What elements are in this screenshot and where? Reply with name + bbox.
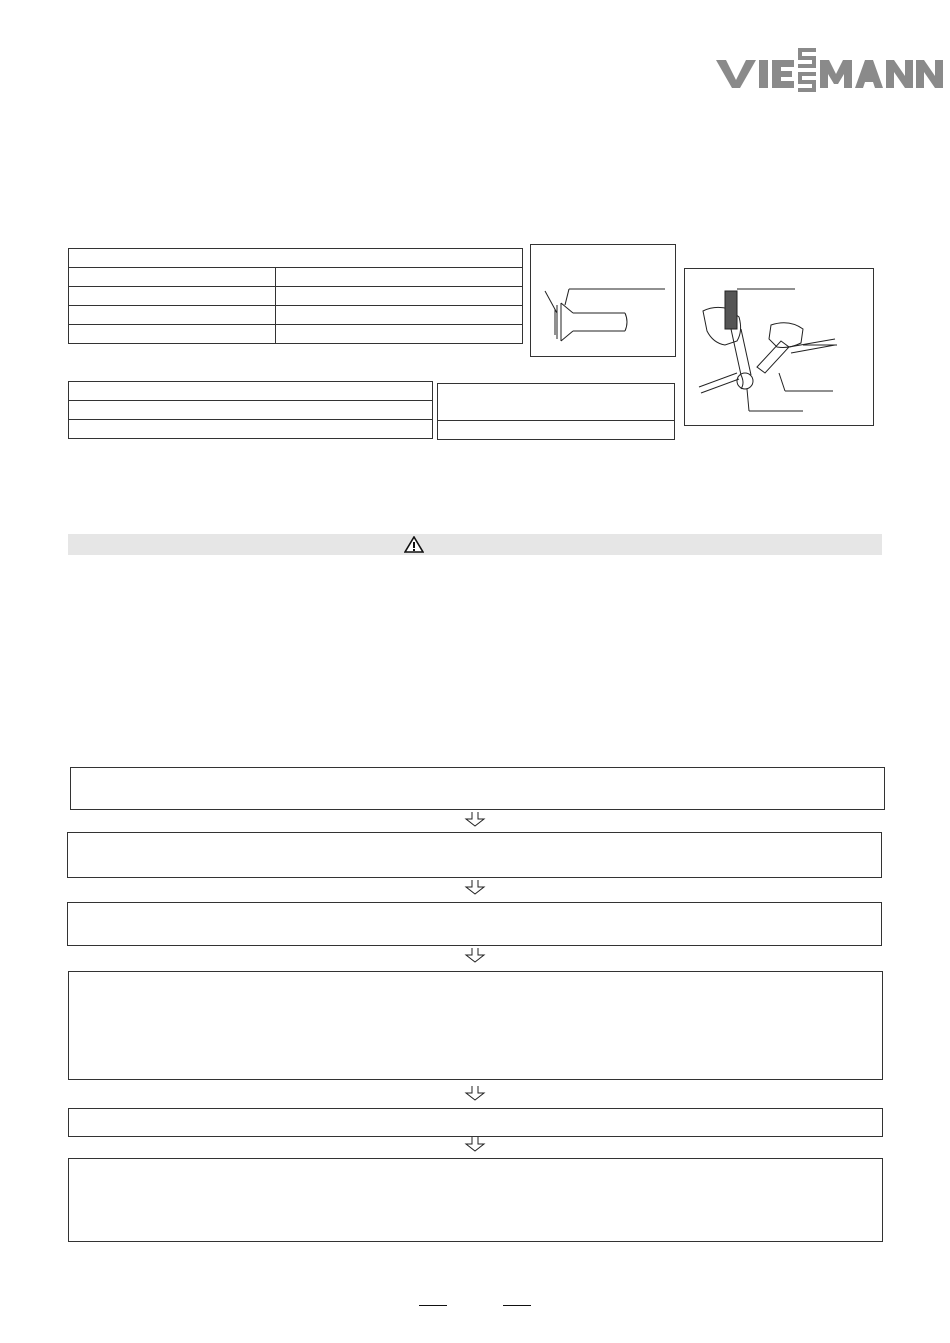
flow-step <box>68 1108 883 1137</box>
spec-table-header-row <box>69 249 523 268</box>
small-table <box>68 381 433 439</box>
down-arrow-icon <box>464 879 486 895</box>
page-mark-left <box>419 1305 447 1306</box>
small-side-table <box>437 383 675 440</box>
wrench-tightening-figure <box>684 268 874 426</box>
table-row <box>438 384 675 421</box>
wrench-icon <box>685 269 873 425</box>
brand-logo <box>716 44 944 100</box>
flow-step <box>70 767 885 810</box>
table-cell <box>438 421 675 440</box>
spec-table <box>68 248 523 344</box>
table-row <box>69 268 523 287</box>
flow-step <box>67 832 882 878</box>
table-cell <box>69 420 433 439</box>
spec-table-header <box>69 249 523 268</box>
table-row <box>438 421 675 440</box>
table-row <box>69 382 433 401</box>
flare-pipe-icon <box>531 245 675 356</box>
flow-step <box>68 971 883 1080</box>
table-cell <box>69 287 276 306</box>
flare-pipe-figure <box>530 244 676 357</box>
down-arrow-icon <box>464 1136 486 1152</box>
down-arrow-icon <box>464 1085 486 1101</box>
table-cell <box>69 306 276 325</box>
table-cell <box>276 306 523 325</box>
table-cell <box>69 401 433 420</box>
viessmann-logo-graphic <box>716 44 944 100</box>
flow-step <box>67 902 882 946</box>
table-cell <box>438 384 675 421</box>
table-cell <box>276 287 523 306</box>
page-mark-right <box>503 1305 531 1306</box>
table-cell <box>69 382 433 401</box>
down-arrow-icon <box>464 811 486 827</box>
table-row <box>69 306 523 325</box>
table-row <box>69 325 523 344</box>
down-arrow-icon <box>464 947 486 963</box>
table-cell <box>276 325 523 344</box>
warning-bar <box>68 534 882 555</box>
table-cell <box>69 325 276 344</box>
table-row <box>69 287 523 306</box>
table-cell <box>276 268 523 287</box>
flow-step <box>68 1158 883 1242</box>
table-cell <box>69 268 276 287</box>
table-row <box>69 401 433 420</box>
warning-triangle-icon <box>404 536 424 553</box>
table-row <box>69 420 433 439</box>
